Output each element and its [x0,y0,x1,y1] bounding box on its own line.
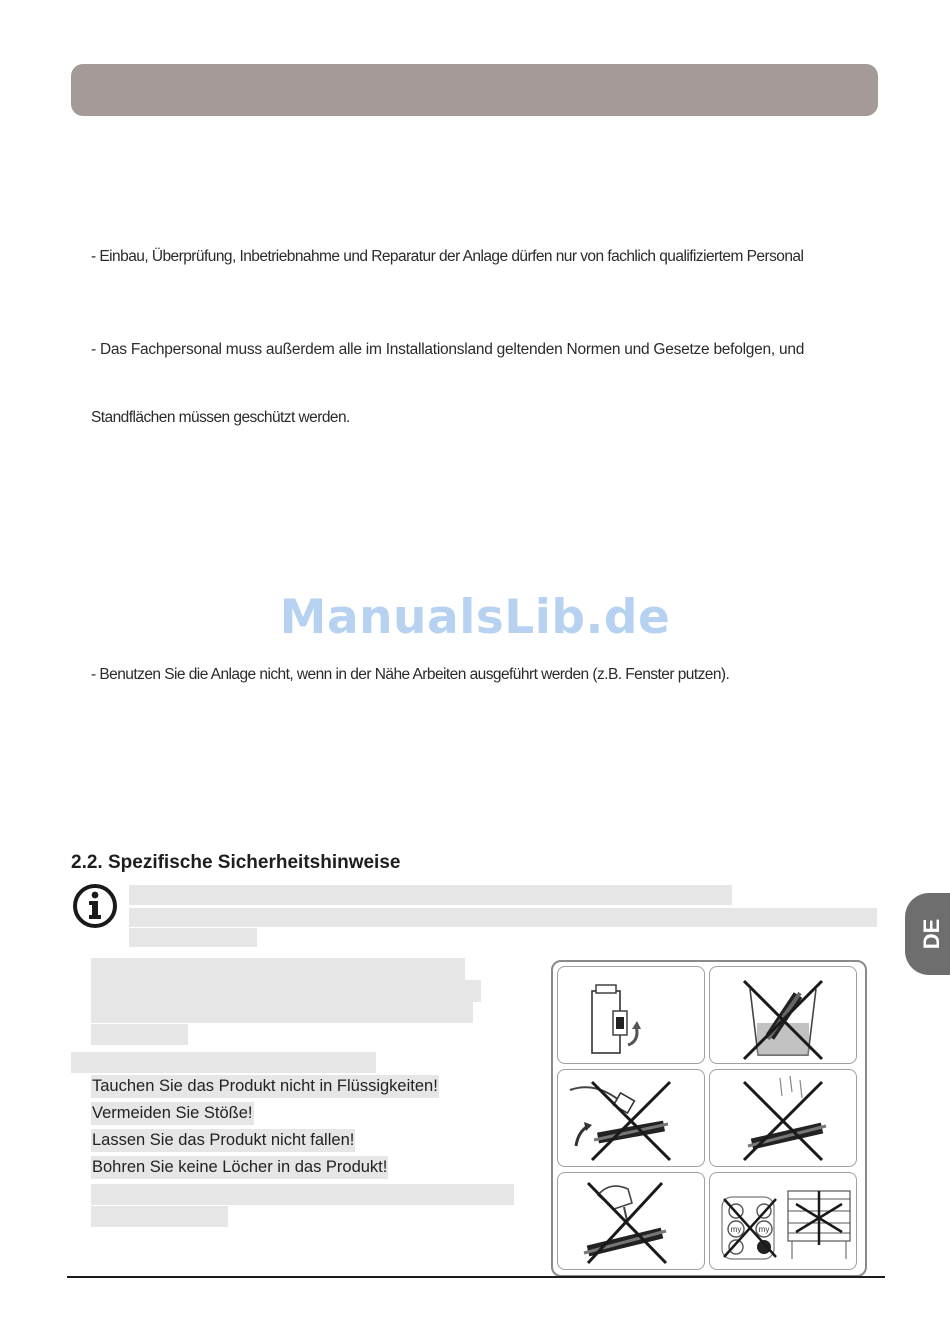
redacted-text-line [91,1184,514,1205]
remote-my-label: my [758,1225,770,1234]
redacted-text-line [91,958,465,980]
safety-illustration-panel [551,960,867,1277]
no-drop-icon [709,1069,857,1167]
list-item: Lassen Sie das Produkt nicht fallen! [91,1129,355,1152]
redacted-text-line [91,1002,473,1023]
info-icon [71,882,119,930]
redacted-text-line [71,1052,376,1073]
remote-my-label: my [730,1225,742,1234]
redacted-text-line [129,928,257,947]
redacted-text-line [91,1206,228,1227]
section-title: 2.2. Spezifische Sicherheitshinweise [71,852,401,873]
footer-rule [67,1276,885,1278]
watermark: ManualsLib.de [279,590,671,645]
paragraph-nearby-work: - Benutzen Sie die Anlage nicht, wenn in der Nähe Arbeiten ausgeführt werden (z.B. Fenster putzen). [91,666,730,683]
list-item: Bohren Sie keine Löcher in das Produkt! [91,1156,388,1179]
redacted-text-line [129,885,732,905]
paragraph-qualified-personnel: - Einbau, Überprüfung, Inbetriebnahme und Reparatur der Anlage dürfen nur von fachlich qualifiziertem Personal [91,248,804,265]
redacted-text-line [91,1024,188,1045]
redacted-text-line [91,980,481,1002]
list-item: Vermeiden Sie Stöße! [91,1102,254,1125]
no-liquid-immersion-icon [709,966,857,1064]
language-tab-label: DE [919,918,944,950]
header-bar [71,64,878,116]
list-item: Tauchen Sie das Produkt nicht in Flüssigkeiten! [91,1075,439,1098]
no-use-in-frost-icon [709,1172,857,1270]
no-drilling-icon [557,1172,705,1270]
no-impact-icon [557,1069,705,1167]
circuit-breaker-icon [557,966,705,1064]
paragraph-standards: - Das Fachpersonal muss außerdem alle im Installationsland geltenden Normen und Gesetze befolgen, und [91,341,805,358]
paragraph-surfaces: Standflächen müssen geschützt werden. [91,409,350,426]
redacted-text-line [129,908,877,927]
